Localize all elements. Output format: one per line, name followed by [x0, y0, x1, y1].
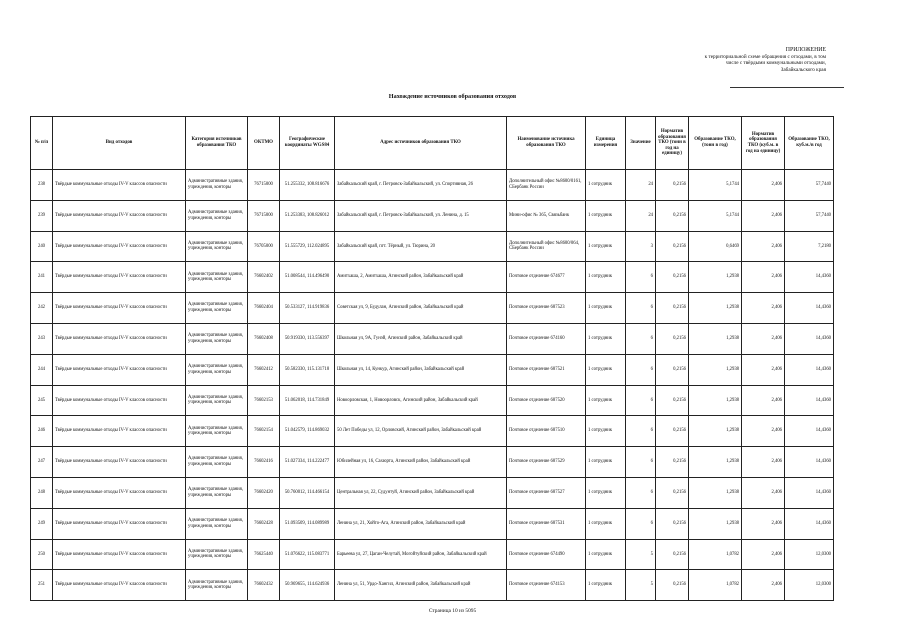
- volume-cell: 14,4360: [785, 416, 834, 447]
- category-cell: Административные здания, учреждения, конторы: [186, 231, 248, 262]
- row-number-cell: 250: [31, 539, 53, 570]
- appendix-line: к территориальной схеме обращения с отходами, в том: [704, 53, 826, 60]
- value-cell: 6: [626, 323, 656, 354]
- waste-type-cell: Твёрдые коммунальные отходы IV-V классов опасности: [53, 416, 186, 447]
- row-number-cell: 247: [31, 447, 53, 478]
- source-name-cell: Почтовое отделение 674153: [507, 570, 586, 601]
- value-cell: 6: [626, 293, 656, 324]
- oktmo-cell: 76715000: [248, 170, 280, 201]
- category-cell: Административные здания, учреждения, конторы: [186, 508, 248, 539]
- table-row: [31, 262, 834, 293]
- waste-type-cell: Твёрдые коммунальные отходы IV-V классов опасности: [53, 447, 186, 478]
- table-row: [31, 385, 834, 416]
- value-cell: 6: [626, 354, 656, 385]
- table-row: [31, 508, 834, 539]
- source-name-cell: Дополнительный офис №8600/0161, СБербанк России: [507, 170, 586, 201]
- oktmo-cell: 76705000: [248, 231, 280, 262]
- coordinates-cell: 51.042579, 114.869032: [280, 416, 335, 447]
- category-cell: Административные здания, учреждения, конторы: [186, 200, 248, 231]
- value-cell: 24: [626, 200, 656, 231]
- waste-type-cell: Твёрдые коммунальные отходы IV-V классов опасности: [53, 570, 186, 601]
- column-header: Норматив образования ТКО (куб.м. в год на единицу): [742, 117, 785, 170]
- address-cell: Новоорловская, 1, Новоорловск, Агинский район, Забайкальский край: [335, 385, 507, 416]
- unit-cell: 1 сотрудник: [586, 570, 626, 601]
- tonnes-cell: 1,2938: [689, 293, 742, 324]
- unit-cell: 1 сотрудник: [586, 447, 626, 478]
- norm-tonnes-cell: 0,2156: [656, 477, 689, 508]
- column-header: Значение: [626, 117, 656, 170]
- column-header: Вид отходов: [53, 117, 186, 170]
- address-cell: Амитхаша, 2, Амитхаша, Агинский район, Забайкальский край: [335, 262, 507, 293]
- appendix-divider: [730, 87, 844, 88]
- volume-cell: 14,4360: [785, 508, 834, 539]
- source-name-cell: Почтовое отделение 687520: [507, 385, 586, 416]
- waste-type-cell: Твёрдые коммунальные отходы IV-V классов опасности: [53, 354, 186, 385]
- norm-tonnes-cell: 0,2156: [656, 416, 689, 447]
- source-name-cell: Почтовое отделение 687529: [507, 447, 586, 478]
- oktmo-cell: 76602432: [248, 570, 280, 601]
- address-cell: Юбилейная ул, 16, Сахюрта, Агинский район, Забайкальский край: [335, 447, 507, 478]
- column-header: Образование ТКО, (тонн в год): [689, 117, 742, 170]
- value-cell: 6: [626, 508, 656, 539]
- table-row: [31, 200, 834, 231]
- appendix-line: Забайкальского края: [780, 66, 826, 73]
- unit-cell: 1 сотрудник: [586, 262, 626, 293]
- volume-cell: 14,4360: [785, 293, 834, 324]
- norm-volume-cell: 2,406: [742, 293, 785, 324]
- page-number: Страница 10 из 5095: [428, 608, 477, 614]
- tonnes-cell: 1,2938: [689, 323, 742, 354]
- value-cell: 5: [626, 539, 656, 570]
- row-number-cell: 251: [31, 570, 53, 601]
- coordinates-cell: 50.919330, 113.556397: [280, 323, 335, 354]
- document-title: Нахождение источников образования отходов: [388, 93, 517, 100]
- norm-tonnes-cell: 0,2156: [656, 200, 689, 231]
- coordinates-cell: 51.027334, 114.222477: [280, 447, 335, 478]
- norm-volume-cell: 2,406: [742, 508, 785, 539]
- address-cell: 50 Лет Победы ул, 12, Орловский, Агинский район, Забайкальский край: [335, 416, 507, 447]
- column-header: Норматив образования ТКО (тонн в год на единицу): [656, 117, 689, 170]
- norm-tonnes-cell: 0,2156: [656, 508, 689, 539]
- table-row: [31, 570, 834, 601]
- tonnes-cell: 0,6469: [689, 231, 742, 262]
- volume-cell: 7,2180: [785, 231, 834, 262]
- coordinates-cell: 51.076622, 115.083771: [280, 539, 335, 570]
- source-name-cell: Почтовое отделение 687531: [507, 508, 586, 539]
- volume-cell: 14,4360: [785, 354, 834, 385]
- norm-tonnes-cell: 0,2156: [656, 231, 689, 262]
- table-row: [31, 539, 834, 570]
- appendix-line: числе с твёрдыми коммунальными отходами,: [725, 60, 826, 67]
- table-row: [31, 293, 834, 324]
- address-cell: Ленина ул, 21, Хойто-Ага, Агинский район, Забайкальский край: [335, 508, 507, 539]
- address-cell: Забайкальский край, г. Петровск-Забайкальский, ул. Ленина, д. 15: [335, 200, 507, 231]
- value-cell: 6: [626, 416, 656, 447]
- source-name-cell: Почтовое отделение 687523: [507, 293, 586, 324]
- oktmo-cell: 76602404: [248, 293, 280, 324]
- table-row: [31, 231, 834, 262]
- category-cell: Административные здания, учреждения, конторы: [186, 323, 248, 354]
- norm-tonnes-cell: 0,2156: [656, 447, 689, 478]
- value-cell: 3: [626, 231, 656, 262]
- value-cell: 5: [626, 570, 656, 601]
- tonnes-cell: 1,2938: [689, 477, 742, 508]
- source-name-cell: Почтовое отделение 687527: [507, 477, 586, 508]
- row-number-cell: 238: [31, 170, 53, 201]
- waste-type-cell: Твёрдые коммунальные отходы IV-V классов опасности: [53, 539, 186, 570]
- oktmo-cell: 76602153: [248, 385, 280, 416]
- tonnes-cell: 1,2938: [689, 385, 742, 416]
- address-cell: Школьная ул, 14, Кункур, Агинский район, Забайкальский край: [335, 354, 507, 385]
- row-number-cell: 241: [31, 262, 53, 293]
- volume-cell: 57,7440: [785, 200, 834, 231]
- waste-type-cell: Твёрдые коммунальные отходы IV-V классов опасности: [53, 385, 186, 416]
- category-cell: Административные здания, учреждения, конторы: [186, 477, 248, 508]
- column-header: № п/п: [31, 117, 53, 170]
- tonnes-cell: 1,2938: [689, 508, 742, 539]
- column-header: Географические координаты WGS84: [280, 117, 335, 170]
- source-name-cell: Почтовое отделение 687510: [507, 416, 586, 447]
- norm-volume-cell: 2,406: [742, 477, 785, 508]
- unit-cell: 1 сотрудник: [586, 200, 626, 231]
- tonnes-cell: 5,1744: [689, 170, 742, 201]
- column-header: Единица измерения: [586, 117, 626, 170]
- table-row: [31, 323, 834, 354]
- norm-volume-cell: 2,406: [742, 262, 785, 293]
- tonnes-cell: 1,2938: [689, 262, 742, 293]
- volume-cell: 14,4360: [785, 447, 834, 478]
- category-cell: Административные здания, учреждения, конторы: [186, 570, 248, 601]
- address-cell: Ленина ул, 51, Урдо-Хангил, Агинский район, Забайкальский край: [335, 570, 507, 601]
- row-number-cell: 248: [31, 477, 53, 508]
- source-name-cell: Почтовое отделение 687521: [507, 354, 586, 385]
- volume-cell: 57,7440: [785, 170, 834, 201]
- unit-cell: 1 сотрудник: [586, 385, 626, 416]
- table-row: [31, 447, 834, 478]
- category-cell: Административные здания, учреждения, конторы: [186, 385, 248, 416]
- address-cell: Центральная ул, 22, Судунтуй, Агинский район, Забайкальский край: [335, 477, 507, 508]
- norm-volume-cell: 2,406: [742, 539, 785, 570]
- value-cell: 6: [626, 262, 656, 293]
- column-header: Категория источников образования ТКО: [186, 117, 248, 170]
- coordinates-cell: 51.093509, 114.089989: [280, 508, 335, 539]
- norm-volume-cell: 2,406: [742, 447, 785, 478]
- row-number-cell: 246: [31, 416, 53, 447]
- unit-cell: 1 сотрудник: [586, 231, 626, 262]
- oktmo-cell: 76602416: [248, 447, 280, 478]
- unit-cell: 1 сотрудник: [586, 508, 626, 539]
- oktmo-cell: 76715000: [248, 200, 280, 231]
- tonnes-cell: 1,2938: [689, 354, 742, 385]
- volume-cell: 12,0300: [785, 539, 834, 570]
- waste-type-cell: Твёрдые коммунальные отходы IV-V классов опасности: [53, 323, 186, 354]
- appendix-block: [626, 47, 826, 73]
- row-number-cell: 242: [31, 293, 53, 324]
- column-header: Адрес источников образования ТКО: [335, 117, 507, 170]
- tonnes-cell: 5,1744: [689, 200, 742, 231]
- source-name-cell: Почтовое отделение 674160: [507, 323, 586, 354]
- waste-type-cell: Твёрдые коммунальные отходы IV-V классов опасности: [53, 200, 186, 231]
- oktmo-cell: 76602154: [248, 416, 280, 447]
- value-cell: 6: [626, 385, 656, 416]
- norm-tonnes-cell: 0,2156: [656, 293, 689, 324]
- table-row: [31, 170, 834, 201]
- address-cell: Советская ул, 9, Будулан, Агинский район, Забайкальский край: [335, 293, 507, 324]
- volume-cell: 14,4360: [785, 323, 834, 354]
- category-cell: Административные здания, учреждения, конторы: [186, 416, 248, 447]
- unit-cell: 1 сотрудник: [586, 293, 626, 324]
- norm-tonnes-cell: 0,2156: [656, 354, 689, 385]
- waste-type-cell: Твёрдые коммунальные отходы IV-V классов опасности: [53, 170, 186, 201]
- volume-cell: 12,0300: [785, 570, 834, 601]
- coordinates-cell: 51.555729, 112.024895: [280, 231, 335, 262]
- address-cell: Барьеева ул, 27, Цаган-Челутай, Могойтуйский район, Забайкальский край: [335, 539, 507, 570]
- volume-cell: 14,4360: [785, 477, 834, 508]
- row-number-cell: 249: [31, 508, 53, 539]
- value-cell: 6: [626, 447, 656, 478]
- norm-volume-cell: 2,406: [742, 385, 785, 416]
- table-row: [31, 354, 834, 385]
- address-cell: Школьная ул, 9А, Гунэй, Агинский район, Забайкальский край: [335, 323, 507, 354]
- tonnes-cell: 1,0782: [689, 570, 742, 601]
- unit-cell: 1 сотрудник: [586, 354, 626, 385]
- tonnes-cell: 1,2938: [689, 447, 742, 478]
- norm-tonnes-cell: 0,2156: [656, 570, 689, 601]
- norm-tonnes-cell: 0,2156: [656, 262, 689, 293]
- row-number-cell: 245: [31, 385, 53, 416]
- norm-volume-cell: 2,406: [742, 416, 785, 447]
- waste-type-cell: Твёрдые коммунальные отходы IV-V классов опасности: [53, 262, 186, 293]
- category-cell: Административные здания, учреждения, конторы: [186, 539, 248, 570]
- category-cell: Административные здания, учреждения, конторы: [186, 354, 248, 385]
- oktmo-cell: 76602428: [248, 508, 280, 539]
- appendix-title: ПРИЛОЖЕНИЕ: [785, 47, 826, 53]
- norm-volume-cell: 2,406: [742, 354, 785, 385]
- oktmo-cell: 76602412: [248, 354, 280, 385]
- table-row: [31, 477, 834, 508]
- coordinates-cell: 50.582330, 115.131718: [280, 354, 335, 385]
- source-name-cell: Почтовое отделение 674677: [507, 262, 586, 293]
- category-cell: Административные здания, учреждения, конторы: [186, 262, 248, 293]
- unit-cell: 1 сотрудник: [586, 416, 626, 447]
- column-header: Образование ТКО, куб.м./в год: [785, 117, 834, 170]
- unit-cell: 1 сотрудник: [586, 323, 626, 354]
- norm-volume-cell: 2,406: [742, 323, 785, 354]
- address-cell: Забайкальский край, пгт. Тёрный, ул. Тюрина, 20: [335, 231, 507, 262]
- norm-tonnes-cell: 0,2156: [656, 539, 689, 570]
- oktmo-cell: 76602408: [248, 323, 280, 354]
- waste-type-cell: Твёрдые коммунальные отходы IV-V классов опасности: [53, 293, 186, 324]
- column-header: ОКТМО: [248, 117, 280, 170]
- row-number-cell: 243: [31, 323, 53, 354]
- coordinates-cell: 50.760012, 114.466154: [280, 477, 335, 508]
- unit-cell: 1 сотрудник: [586, 539, 626, 570]
- coordinates-cell: 50.533127, 114.919836: [280, 293, 335, 324]
- address-cell: Забайкальский край, г. Петровск-Забайкальский, ул. Спортивная, 26: [335, 170, 507, 201]
- coordinates-cell: 51.253383, 108.826012: [280, 200, 335, 231]
- waste-type-cell: Твёрдые коммунальные отходы IV-V классов опасности: [53, 477, 186, 508]
- coordinates-cell: 51.062018, 114.731849: [280, 385, 335, 416]
- category-cell: Административные здания, учреждения, конторы: [186, 447, 248, 478]
- table-header-row: [31, 117, 834, 170]
- category-cell: Административные здания, учреждения, конторы: [186, 293, 248, 324]
- oktmo-cell: 76602402: [248, 262, 280, 293]
- category-cell: Административные здания, учреждения, конторы: [186, 170, 248, 201]
- row-number-cell: 239: [31, 200, 53, 231]
- norm-tonnes-cell: 0,2156: [656, 323, 689, 354]
- norm-volume-cell: 2,406: [742, 170, 785, 201]
- column-header: Наименование источника образования ТКО: [507, 117, 586, 170]
- volume-cell: 14,4360: [785, 262, 834, 293]
- row-number-cell: 240: [31, 231, 53, 262]
- unit-cell: 1 сотрудник: [586, 477, 626, 508]
- source-name-cell: Мини-офис № 365, Связьбанк: [507, 200, 586, 231]
- tonnes-cell: 1,0782: [689, 539, 742, 570]
- tonnes-cell: 1,2938: [689, 416, 742, 447]
- waste-type-cell: Твёрдые коммунальные отходы IV-V классов опасности: [53, 231, 186, 262]
- norm-tonnes-cell: 0,2156: [656, 170, 689, 201]
- norm-volume-cell: 2,406: [742, 231, 785, 262]
- coordinates-cell: 51.008544, 114.496490: [280, 262, 335, 293]
- source-name-cell: Дополнительный офис №8600/064, СБербанк России: [507, 231, 586, 262]
- source-name-cell: Почтовое отделение 674490: [507, 539, 586, 570]
- oktmo-cell: 76602420: [248, 477, 280, 508]
- row-number-cell: 244: [31, 354, 53, 385]
- table-row: [31, 416, 834, 447]
- norm-tonnes-cell: 0,2156: [656, 385, 689, 416]
- volume-cell: 14,4360: [785, 385, 834, 416]
- coordinates-cell: 51.255332, 108.816676: [280, 170, 335, 201]
- coordinates-cell: 50.969655, 114.624936: [280, 570, 335, 601]
- norm-volume-cell: 2,406: [742, 570, 785, 601]
- value-cell: 24: [626, 170, 656, 201]
- oktmo-cell: 76625440: [248, 539, 280, 570]
- waste-type-cell: Твёрдые коммунальные отходы IV-V классов опасности: [53, 508, 186, 539]
- value-cell: 6: [626, 477, 656, 508]
- sources-table: [30, 116, 834, 601]
- unit-cell: 1 сотрудник: [586, 170, 626, 201]
- norm-volume-cell: 2,406: [742, 200, 785, 231]
